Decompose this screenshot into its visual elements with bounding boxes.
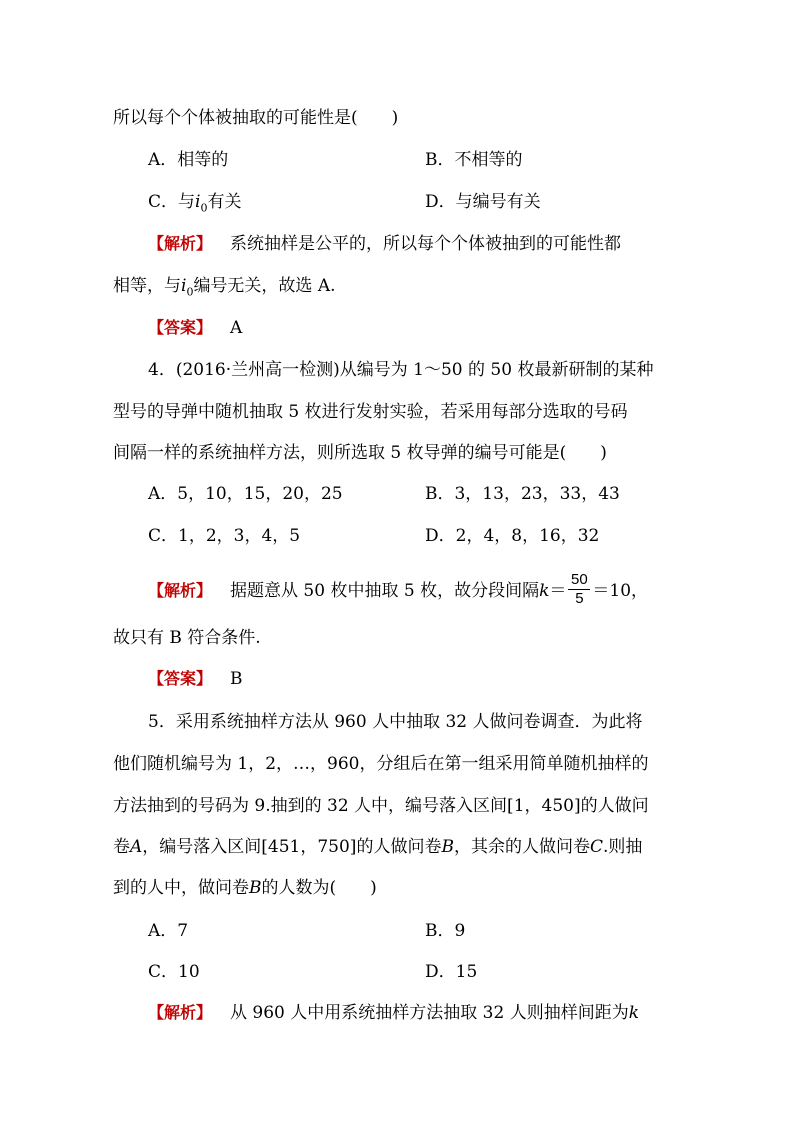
q5-option-d: D．15	[425, 962, 478, 982]
q3-option-c: C．与$i_0$有关	[148, 192, 242, 215]
q4-option-b: B．3，13，23，33，43	[425, 484, 620, 504]
q5-analysis-line1: 【解析】 从 960 人中用系统抽样方法抽取 32 人则抽样间距为k	[148, 1003, 640, 1023]
q3-option-a: A．相等的	[148, 150, 229, 170]
q5-stem-line5: 到的人中，做问卷B的人数为( )	[113, 878, 377, 898]
analysis-tag: 【解析】	[148, 581, 213, 600]
fraction: $\frac{50}{5}$	[568, 571, 590, 608]
answer-tag: 【答案】	[148, 318, 213, 337]
answer-tag: 【答案】	[148, 669, 213, 688]
q5-stem-line4: 卷A，编号落入区间[451，750]的人做问卷B，其余的人做问卷C.则抽	[113, 837, 643, 857]
q3-option-d: D．与编号有关	[425, 192, 541, 212]
q4-answer: 【答案】 B	[148, 669, 243, 689]
q5-option-b: B．9	[425, 921, 466, 941]
q5-stem-line2: 他们随机编号为 1，2，…，960，分组后在第一组采用简单随机抽样的	[113, 754, 649, 774]
q3-option-b: B．不相等的	[425, 150, 523, 170]
q5-stem-line3: 方法抽到的号码为 9.抽到的 32 人中，编号落入区间[1，450]的人做问	[113, 796, 649, 816]
analysis-tag: 【解析】	[148, 234, 213, 253]
q4-option-d: D．2，4，8，16，32	[425, 526, 600, 546]
q4-option-c: C．1，2，3，4，5	[148, 526, 301, 546]
q4-analysis-line2: 故只有 B 符合条件.	[113, 628, 261, 648]
q3-analysis-line2: 相等，与$i_0$编号无关，故选 A.	[113, 276, 336, 299]
q4-analysis-line1: 【解析】 据题意从 50 枚中抽取 5 枚，故分段间隔k＝ $\frac{50}{5}$ ＝10，	[148, 571, 649, 607]
q5-stem-line1: 5．采用系统抽样方法从 960 人中抽取 32 人做问卷调查．为此将	[148, 712, 643, 732]
q5-option-a: A．7	[148, 921, 189, 941]
q5-option-c: C．10	[148, 962, 200, 982]
q3-stem-end: 所以每个个体被抽取的可能性是( )	[113, 108, 399, 128]
q4-option-a: A．5，10，15，20，25	[148, 484, 343, 504]
analysis-tag: 【解析】	[148, 1003, 213, 1022]
q3-analysis-line1: 【解析】 系统抽样是公平的，所以每个个体被抽到的可能性都	[148, 234, 622, 254]
q4-stem-line1: 4．(2016·兰州高一检测)从编号为 1～50 的 50 枚最新研制的某种	[148, 360, 654, 380]
q4-stem-line2: 型号的导弹中随机抽取 5 枚进行发射实验，若采用每部分选取的号码	[113, 402, 628, 422]
q4-stem-line3: 间隔一样的系统抽样方法，则所选取 5 枚导弹的编号可能是( )	[113, 443, 607, 463]
q3-answer: 【答案】 A	[148, 318, 243, 338]
